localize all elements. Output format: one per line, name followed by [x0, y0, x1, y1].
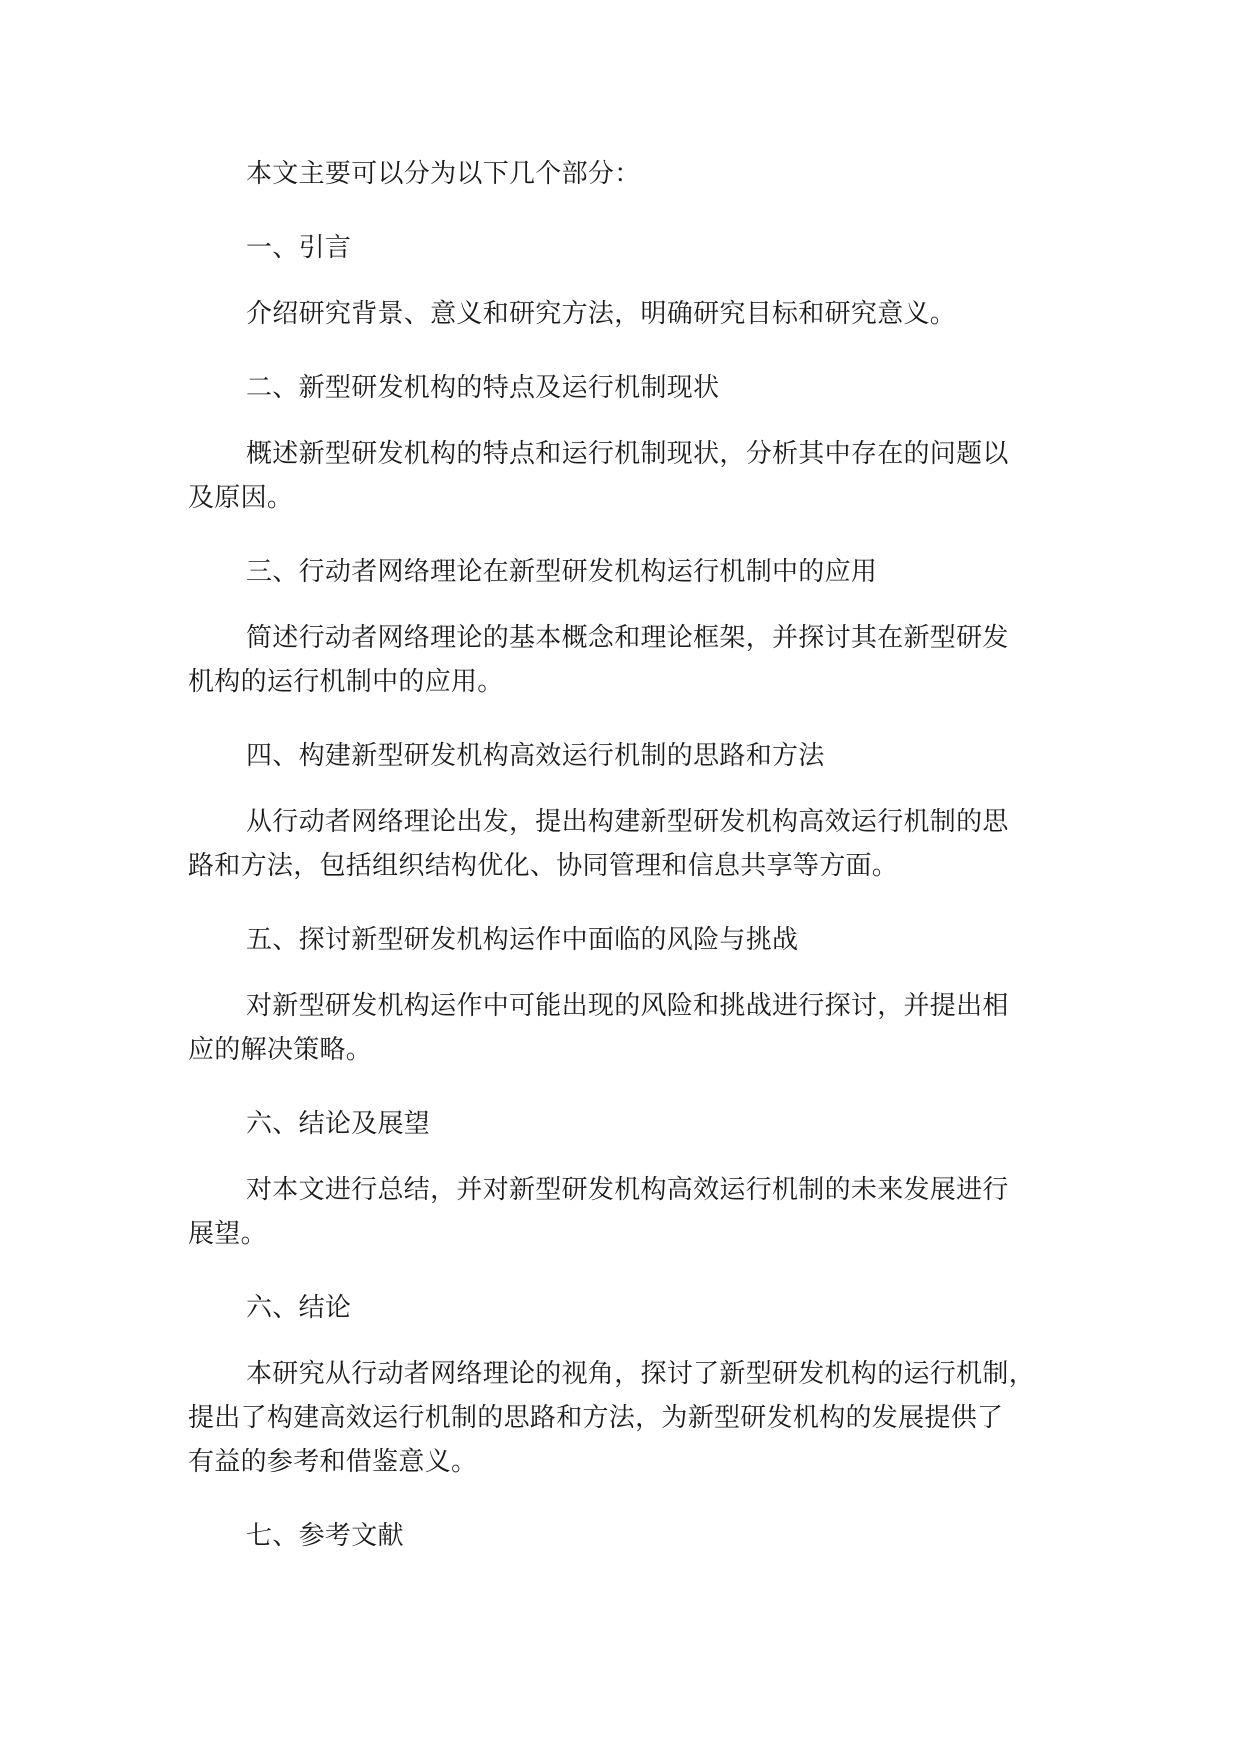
section-heading-4: 四、构建新型研发机构高效运行机制的思路和方法: [246, 741, 825, 771]
section-heading-6: 六、结论及展望: [246, 1109, 431, 1139]
section-heading-conclusion: 六、结论: [246, 1293, 352, 1323]
section-heading-3: 三、行动者网络理论在新型研发机构运行机制中的应用: [246, 557, 878, 587]
section-body-4: 从行动者网络理论出发，提出构建新型研发机构高效运行机制的思 路和方法，包括组织结构优化、协同管理和信息共享等方面。: [188, 807, 1009, 881]
intro-paragraph: 本文主要可以分为以下几个部分：: [246, 159, 641, 189]
section-body-6: 对本文进行总结，并对新型研发机构高效运行机制的未来发展进行 展望。: [188, 1175, 1009, 1249]
section-body-3: 简述行动者网络理论的基本概念和理论框架，并探讨其在新型研发 机构的运行机制中的应用。: [188, 623, 1009, 697]
document-body: [188, 152, 1068, 1580]
section-heading-references: 七、参考文献: [246, 1521, 404, 1551]
section-body-1: 介绍研究背景、意义和研究方法，明确研究目标和研究意义。: [246, 299, 957, 329]
section-body-2: 概述新型研发机构的特点和运行机制现状，分析其中存在的问题以 及原因。: [188, 439, 1009, 513]
section-body-conclusion: 本研究从行动者网络理论的视角，探讨了新型研发机构的运行机制， 提出了构建高效运行机制的思路和方法，为新型研发机构的发展提供了 有益的参考和借鉴意义。: [188, 1359, 1036, 1477]
section-heading-5: 五、探讨新型研发机构运作中面临的风险与挑战: [246, 925, 799, 955]
section-body-5: 对新型研发机构运作中可能出现的风险和挑战进行探讨，并提出相 应的解决策略。: [188, 991, 1009, 1065]
section-heading-1: 一、引言: [246, 233, 352, 263]
section-heading-2: 二、新型研发机构的特点及运行机制现状: [246, 373, 720, 403]
